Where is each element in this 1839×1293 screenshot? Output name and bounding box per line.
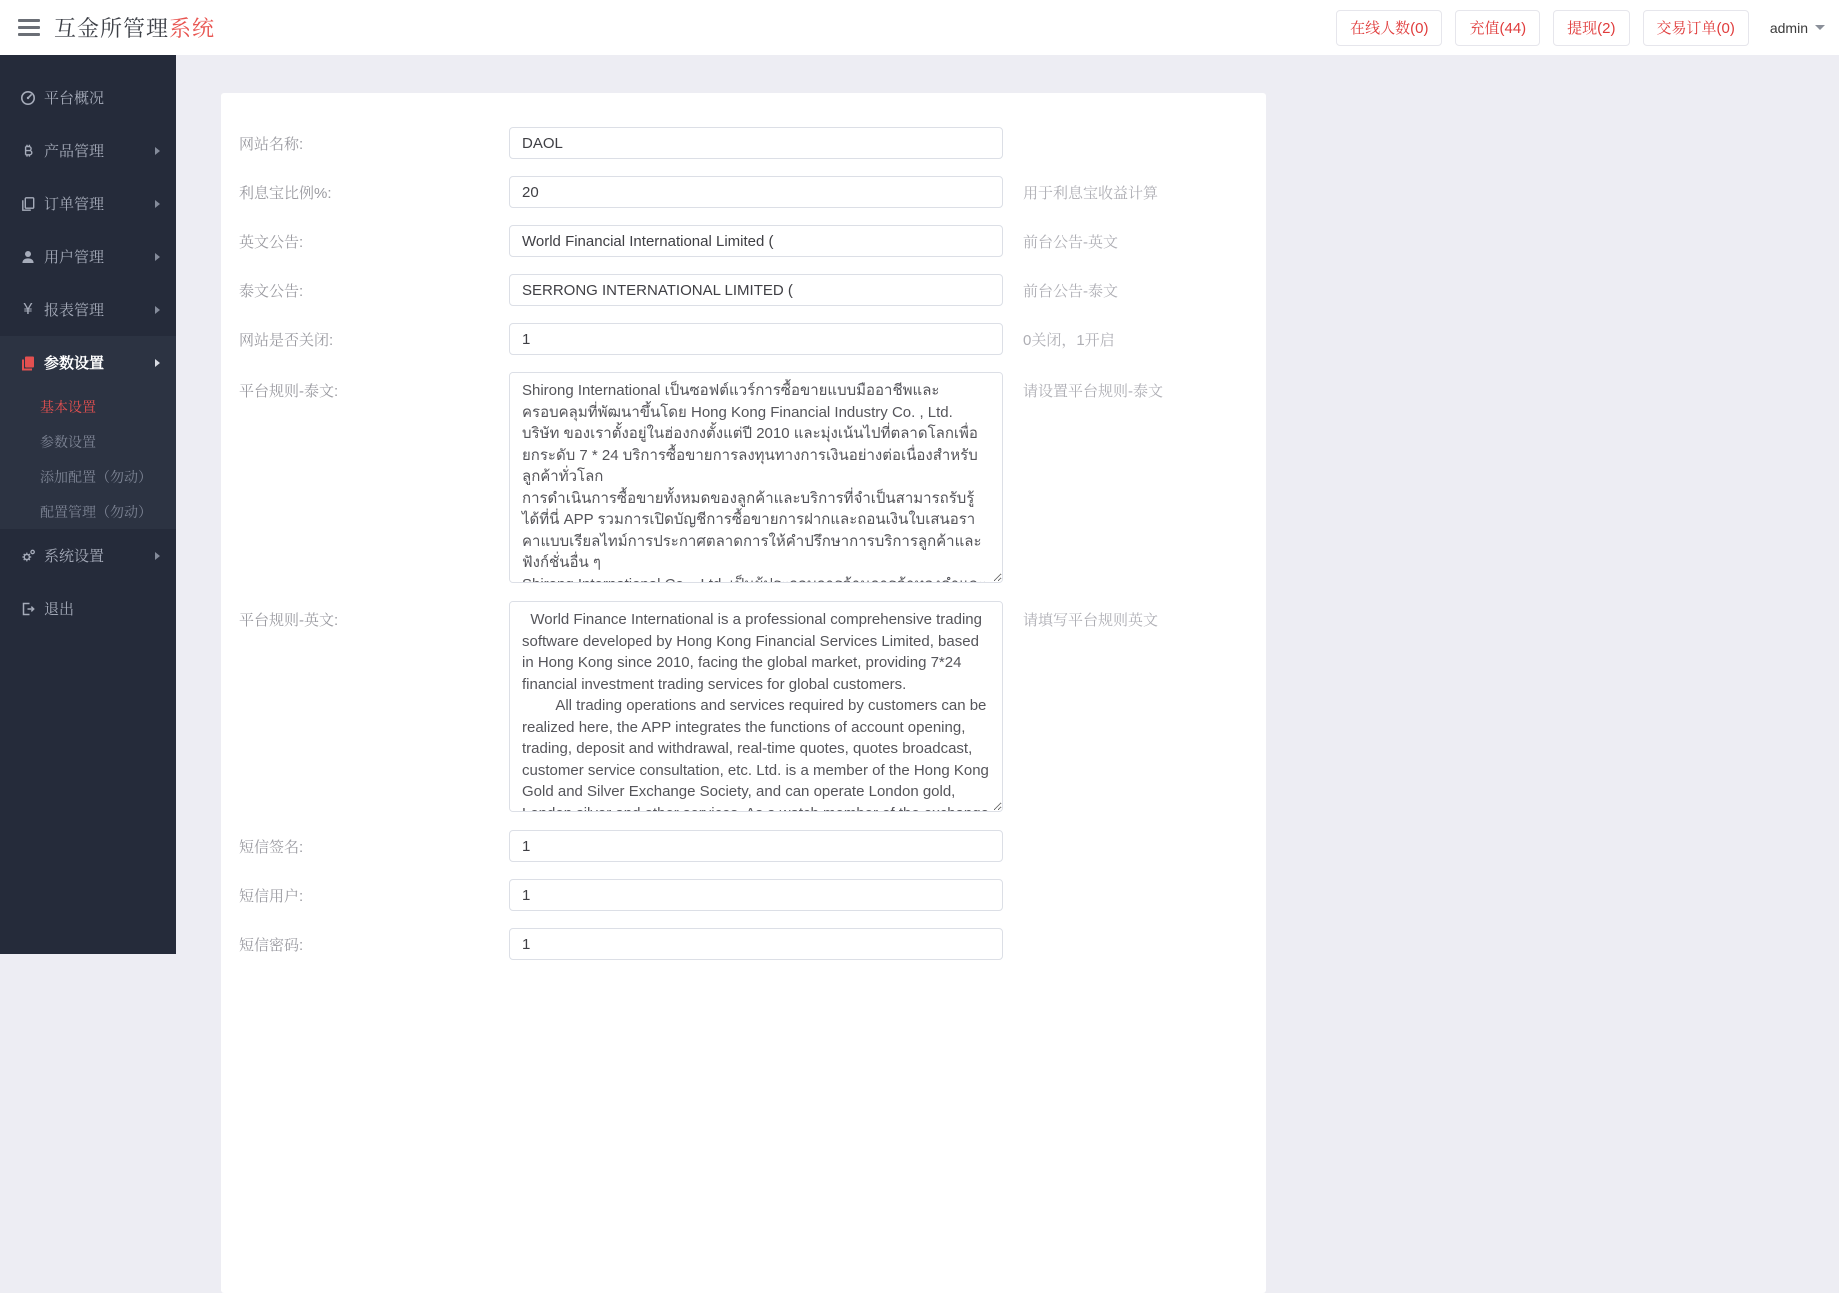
sidebar-item-logout[interactable] xyxy=(0,582,176,635)
gear-icon xyxy=(20,548,36,564)
sidebar-item-parameter-settings[interactable] xyxy=(0,336,176,389)
site-name-label: 网站名称: xyxy=(239,133,509,154)
form-row-platform-rules-thai xyxy=(239,372,1266,583)
field-hint: 0关闭，1开启 xyxy=(1023,329,1115,350)
sidebar-item-label: 产品管理 xyxy=(44,140,104,161)
online-users-button[interactable]: 在线人数(0) xyxy=(1336,10,1442,46)
platform-rules-english-textarea[interactable] xyxy=(509,601,1003,812)
bitcoin-icon xyxy=(20,143,36,159)
form-row-site-name xyxy=(239,127,1266,159)
admin-menu[interactable] xyxy=(1762,20,1825,36)
chevron-right-icon xyxy=(155,359,160,367)
user-icon xyxy=(20,249,36,265)
sms-user-input[interactable] xyxy=(509,879,1003,911)
sidebar-item-label: 退出 xyxy=(44,598,74,619)
chevron-right-icon xyxy=(155,552,160,560)
sidebar-item-report-management[interactable] xyxy=(0,283,176,336)
form-row-thai-notice xyxy=(239,274,1266,306)
settings-form-card xyxy=(221,93,1266,1293)
logo-text-accent: 系统 xyxy=(169,16,215,41)
chevron-right-icon xyxy=(155,306,160,314)
sidebar-item-order-management[interactable] xyxy=(0,177,176,230)
top-header xyxy=(0,0,1839,55)
trade-orders-button[interactable]: 交易订单(0) xyxy=(1643,10,1749,46)
sms-password-label: 短信密码: xyxy=(239,934,509,955)
sidebar-item-product-management[interactable] xyxy=(0,124,176,177)
sidebar-subitem-config-management[interactable]: 配置管理（勿动） xyxy=(0,494,176,529)
english-notice-input[interactable] xyxy=(509,225,1003,257)
site-closed-input[interactable] xyxy=(509,323,1003,355)
sidebar-subitem-parameter-settings[interactable]: 参数设置 xyxy=(0,424,176,459)
sidebar xyxy=(0,55,176,954)
sidebar-item-system-settings[interactable] xyxy=(0,529,176,582)
sms-user-label: 短信用户: xyxy=(239,885,509,906)
sidebar-item-label: 用户管理 xyxy=(44,246,104,267)
params-icon xyxy=(20,355,36,371)
sms-signature-input[interactable] xyxy=(509,830,1003,862)
recharge-button[interactable]: 充值(44) xyxy=(1455,10,1540,46)
sidebar-group-parameter-settings xyxy=(0,336,176,529)
sms-password-input[interactable] xyxy=(509,928,1003,960)
main-content xyxy=(176,55,1839,954)
yen-icon: ¥ xyxy=(20,302,36,318)
chevron-right-icon xyxy=(155,147,160,155)
form-row-sms-user xyxy=(239,879,1266,911)
logout-icon xyxy=(20,601,36,617)
interest-ratio-input[interactable] xyxy=(509,176,1003,208)
menu-toggle-icon[interactable] xyxy=(18,19,40,36)
sidebar-subitem-add-config[interactable]: 添加配置（勿动） xyxy=(0,459,176,494)
thai-notice-label: 泰文公告: xyxy=(239,280,509,301)
app-logo xyxy=(54,12,215,43)
form-row-platform-rules-english xyxy=(239,601,1266,812)
admin-username: admin xyxy=(1770,20,1808,36)
sidebar-item-label: 平台概况 xyxy=(44,87,104,108)
form-row-interest-ratio xyxy=(239,176,1266,208)
platform-rules-thai-label: 平台规则-泰文: xyxy=(239,372,509,401)
english-notice-label: 英文公告: xyxy=(239,231,509,252)
sms-signature-label: 短信签名: xyxy=(239,836,509,857)
form-row-sms-password xyxy=(239,928,1266,960)
sidebar-item-label: 订单管理 xyxy=(44,193,104,214)
orders-icon xyxy=(20,196,36,212)
field-hint: 用于利息宝收益计算 xyxy=(1023,182,1158,203)
field-hint: 前台公告-英文 xyxy=(1023,231,1118,252)
chevron-right-icon xyxy=(155,200,160,208)
field-hint: 请填写平台规则英文 xyxy=(1023,601,1158,630)
interest-ratio-label: 利息宝比例%: xyxy=(239,182,509,203)
logo-text-primary: 互金所管理 xyxy=(54,16,169,41)
chevron-right-icon xyxy=(155,253,160,261)
form-row-english-notice xyxy=(239,225,1266,257)
chevron-down-icon xyxy=(1815,25,1825,30)
form-row-sms-signature xyxy=(239,830,1266,862)
withdraw-button[interactable]: 提现(2) xyxy=(1553,10,1629,46)
site-name-input[interactable] xyxy=(509,127,1003,159)
form-row-site-closed xyxy=(239,323,1266,355)
platform-rules-thai-textarea[interactable] xyxy=(509,372,1003,583)
site-closed-label: 网站是否关闭: xyxy=(239,329,509,350)
sidebar-item-user-management[interactable] xyxy=(0,230,176,283)
dashboard-icon xyxy=(20,90,36,106)
sidebar-item-label: 参数设置 xyxy=(44,352,104,373)
sidebar-subitem-basic-settings[interactable]: 基本设置 xyxy=(0,389,176,424)
sidebar-item-label: 系统设置 xyxy=(44,545,104,566)
sidebar-item-label: 报表管理 xyxy=(44,299,104,320)
platform-rules-english-label: 平台规则-英文: xyxy=(239,601,509,630)
field-hint: 请设置平台规则-泰文 xyxy=(1023,372,1163,401)
thai-notice-input[interactable] xyxy=(509,274,1003,306)
sidebar-item-platform-overview[interactable] xyxy=(0,71,176,124)
field-hint: 前台公告-泰文 xyxy=(1023,280,1118,301)
